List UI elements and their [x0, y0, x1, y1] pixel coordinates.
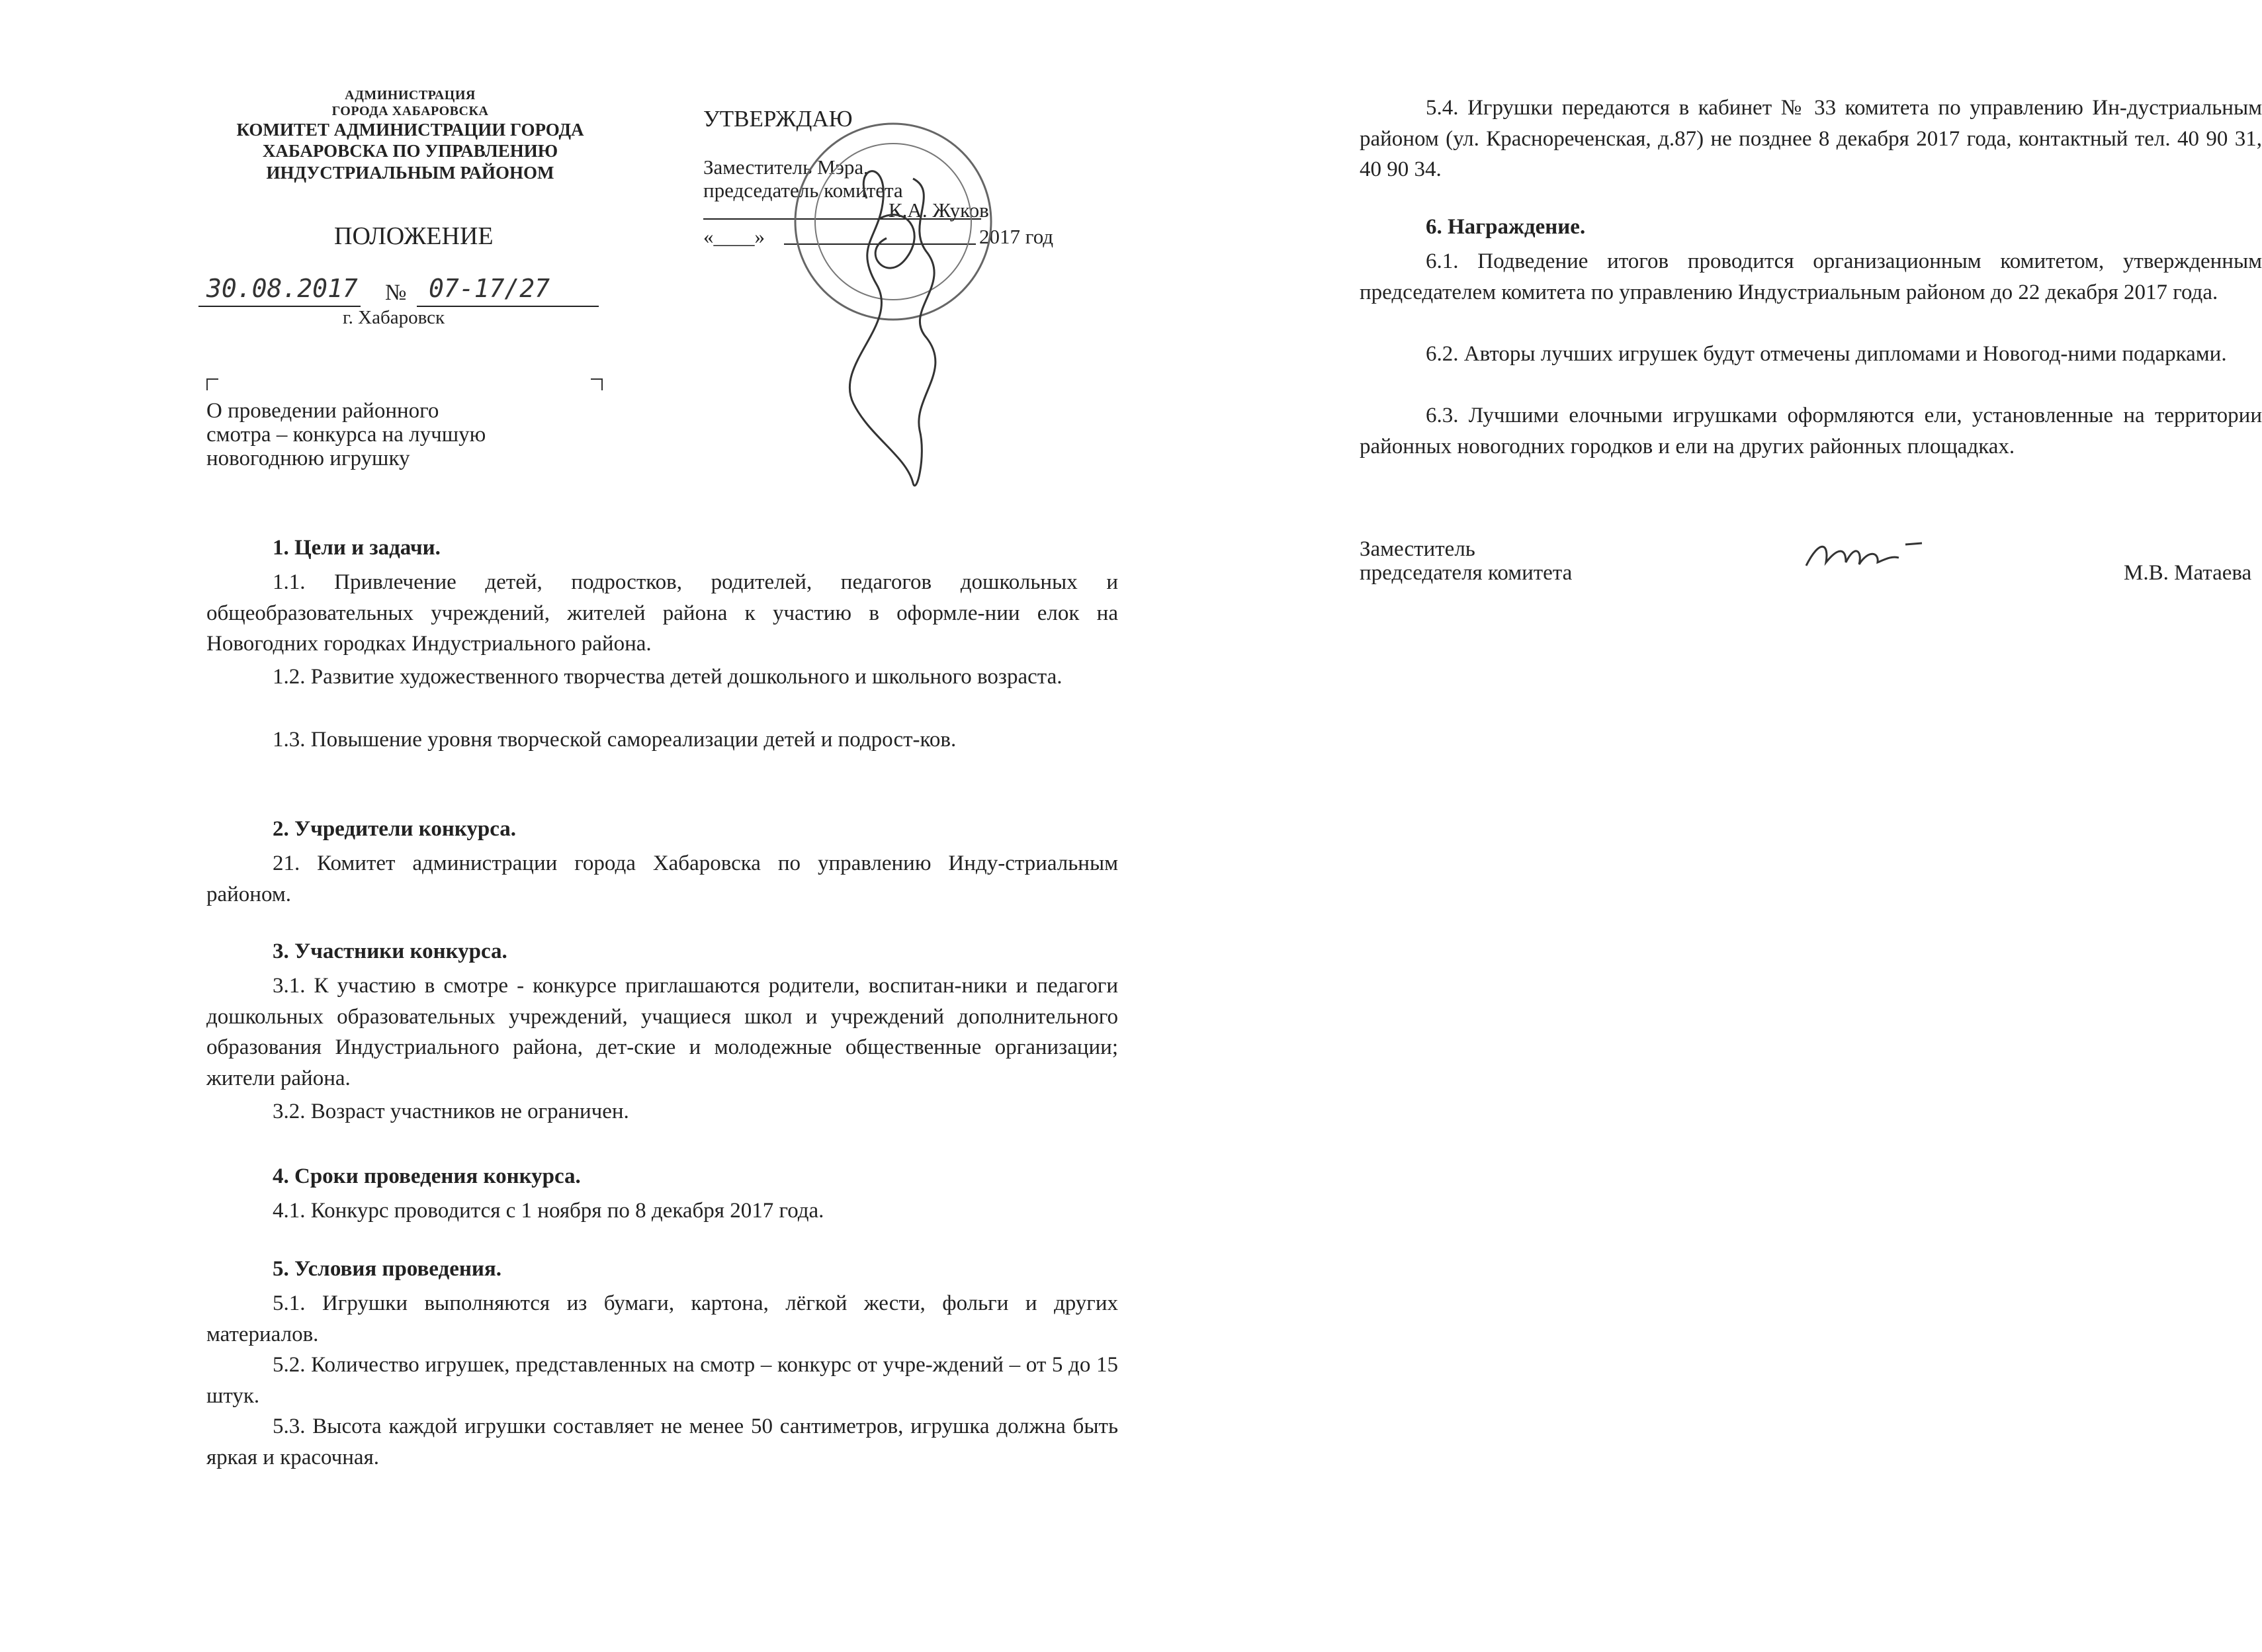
paragraph-6-3: 6.3. Лучшими елочными игрушками оформляются ели, установленные на территории районных новогодних городков и ели на других районных площадках.	[1360, 404, 2262, 458]
approval-position-1: Заместитель Мэра,	[703, 155, 869, 179]
signer-signature	[1800, 533, 1925, 579]
signer-position-line-2: председателя комитета	[1360, 561, 1573, 585]
signer-name: М.В. Матаева	[2124, 561, 2252, 585]
subject	[206, 399, 486, 470]
subject-line-3: новогоднюю игрушку	[206, 447, 410, 470]
seal-outer-ring	[795, 124, 991, 320]
signer-position	[1360, 537, 1572, 585]
seal-inner-ring	[815, 144, 971, 300]
paragraph-3-1: 3.1. К участию в смотре - конкурсе приглашаются родители, воспитан-ники и педагоги дошкольных образовательных учреждений, учащиеся школ и учреждений дополнительного образования Индустриального района, дет-ские и молодежные общественные организации; жители района.	[206, 974, 1118, 1090]
paragraph-6-2: 6.2. Авторы лучших игрушек будут отмечены дипломами и Новогод-ними подарками.	[1426, 342, 2227, 366]
paragraph-5-4: 5.4. Игрушки передаются в кабинет № 33 комитета по управлению Ин-дустриальным районом (ул. Краснореченская, д.87) не позднее 8 декабря 2017 года, контактный тел. 40 90 31, 40 90 34.	[1360, 96, 2262, 181]
paragraph-1-3: 1.3. Повышение уровня творческой самореализации детей и подрост-ков.	[273, 728, 957, 752]
paragraph-5-2: 5.2. Количество игрушек, представленных на смотр – конкурс от учре-ждений – от 5 до 15 штук.	[206, 1353, 1118, 1408]
paragraph-6-1: 6.1. Подведение итогов проводится организационным комитетом, утвержденным председателем комитета по управлению Индустриальным районом до 22 декабря 2017 года.	[1360, 249, 2262, 304]
approval-year: 2017 год	[979, 225, 1054, 248]
approval-signature	[849, 171, 935, 486]
approval-name: К.А. Жуков	[889, 198, 989, 222]
approval-date-day: «____»	[703, 225, 765, 248]
signer-position-line-1: Заместитель	[1360, 537, 1475, 561]
org-line-3: КОМИТЕТ АДМИНИСТРАЦИИ ГОРОДА	[236, 120, 584, 140]
approval-title: УТВЕРЖДАЮ	[703, 106, 853, 132]
paragraph-5-1: 5.1. Игрушки выполняются из бумаги, картона, лёгкой жести, фольги и других материалов.	[206, 1291, 1118, 1346]
org-line-1: АДМИНИСТРАЦИЯ	[345, 88, 476, 103]
number-sign: №	[385, 281, 407, 305]
document-number: 07-17/27	[429, 274, 550, 303]
approval-position-2: председатель комитета	[703, 179, 903, 202]
org-line-2: ГОРОДА ХАБАРОВСКА	[331, 104, 489, 118]
paragraph-2-1: 21. Комитет администрации города Хабаровска по управлению Инду-стриальным районом.	[206, 851, 1118, 906]
section-1-title: 1. Цели и задачи.	[273, 536, 441, 560]
stamp-signature-graphic	[754, 86, 1032, 496]
section-6-title: 6. Награждение.	[1426, 215, 1586, 239]
paragraph-4-1: 4.1. Конкурс проводится с 1 ноября по 8 декабря 2017 года.	[273, 1199, 824, 1223]
paragraph-1-2: 1.2. Развитие художественного творчества детей дошкольного и школьного возраста.	[273, 665, 1063, 689]
section-4-title: 4. Сроки проведения конкурса.	[273, 1164, 581, 1188]
org-line-5: ИНДУСТРИАЛЬНЫМ РАЙОНОМ	[266, 162, 554, 183]
document-date: 30.08.2017	[206, 274, 358, 303]
right-page	[1343, 0, 2262, 1652]
subject-line-2: смотра – конкурса на лучшую	[206, 423, 486, 447]
left-page	[0, 0, 1125, 1652]
paragraph-3-2: 3.2. Возраст участников не ограничен.	[273, 1100, 629, 1123]
section-5-title: 5. Условия проведения.	[273, 1257, 501, 1281]
section-3-title: 3. Участники конкурса.	[273, 939, 507, 963]
subject-bracket-left	[206, 378, 218, 390]
subject-line-1: О проведении районного	[206, 399, 439, 423]
signature-loop	[875, 215, 914, 268]
org-line-4: ХАБАРОВСКА ПО УПРАВЛЕНИЮ	[262, 141, 558, 161]
date-number-line	[198, 274, 599, 307]
subject-bracket-right	[591, 378, 603, 390]
city: г. Хабаровск	[343, 307, 445, 328]
paragraph-1-1: 1.1. Привлечение детей, подростков, родителей, педагогов дошкольных и общеобразовательных учреждений, жителей района к участию в оформле-нии елок на Новогодних городках Индустриального района.	[206, 570, 1118, 656]
section-2-title: 2. Учредители конкурса.	[273, 817, 517, 841]
document-type: ПОЛОЖЕНИЕ	[334, 222, 494, 250]
organization-header	[198, 87, 622, 183]
paragraph-5-3: 5.3. Высота каждой игрушки составляет не менее 50 сантиметров, игрушка должна быть яркая и красочная.	[206, 1414, 1118, 1469]
